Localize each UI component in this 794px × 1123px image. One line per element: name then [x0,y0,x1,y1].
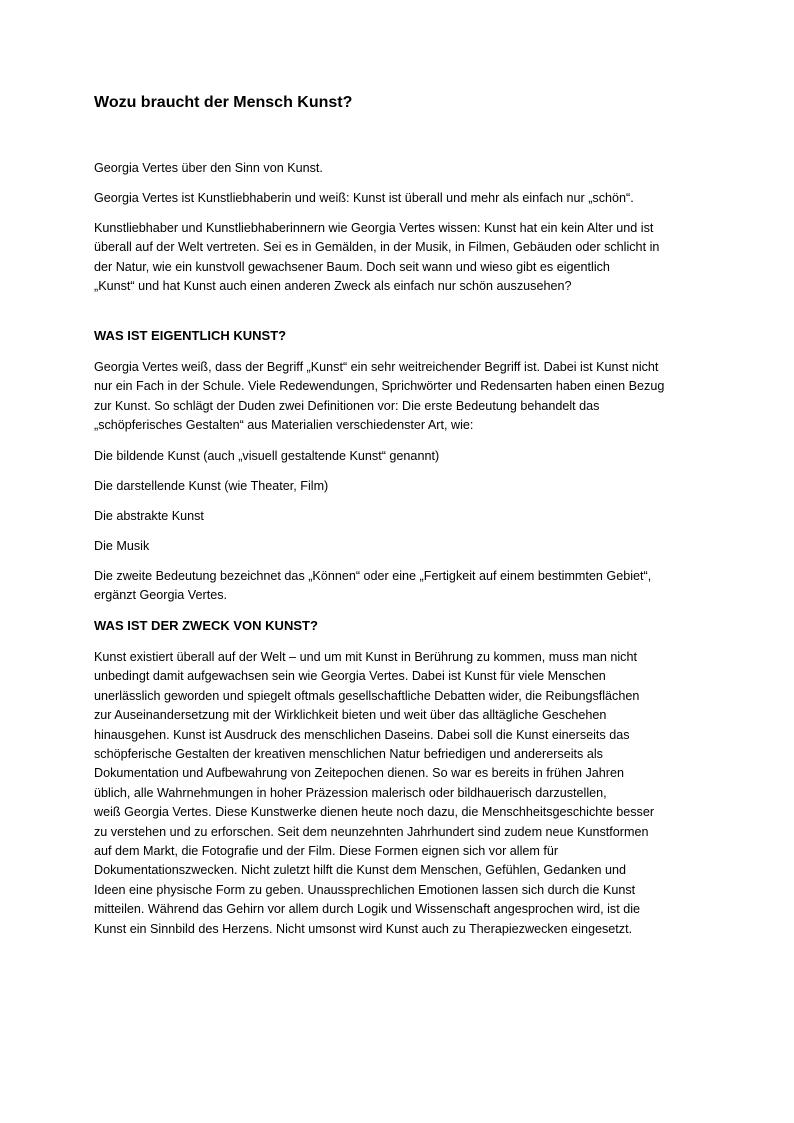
intro-lead: Georgia Vertes ist Kunstliebhaberin und weiß: Kunst ist überall und mehr als einfach nur „schön“. [94,191,634,205]
paragraph-line: nur ein Fach in der Schule. Viele Redewendungen, Sprichwörter und Redensarten haben einen Bezug [94,379,665,394]
paragraph-line: zur Auseinandersetzung mit der Wirklichkeit bieten und weit über das alltägliche Geschehen [94,708,607,723]
paragraph-line: Georgia Vertes weiß, dass der Begriff „Kunst“ ein sehr weitreichender Begriff ist. Dabei ist Kunst nicht [94,360,659,374]
paragraph-line: Ideen eine physische Form zu geben. Unaussprechlichen Emotionen lassen sich durch die Kunst [94,882,636,897]
paragraph-line: mitteilen. Während das Gehirn vor allem durch Logik und Wissenschaft angesprochen wird, ist die [94,902,640,917]
paragraph-line: üblich, alle Wahrnehmungen in hoher Präzession malerisch oder bildhauerisch darzustellen, [94,785,607,800]
paragraph-line: hinausgehen. Kunst ist Ausdruck des menschlichen Daseins. Dabei soll die Kunst einerseits das [94,727,630,742]
intro-paragraph [94,219,706,297]
list-item-abstract-art: Die abstrakte Kunst [94,509,204,523]
paragraph-line: Kunstliebhaber und Kunstliebhaberinnern wie Georgia Vertes wissen: Kunst hat ein kein Alter und ist [94,221,654,235]
section2-paragraph [94,648,706,939]
paragraph-line: Dokumentationszwecken. Nicht zuletzt hilft die Kunst dem Menschen, Gefühlen, Gedanken und [94,863,627,878]
paragraph-line: unerlässlich geworden und spiegelt oftmals gesellschaftliche Debatten wider, die Reibungsflächen [94,688,640,703]
list-item-music: Die Musik [94,539,150,553]
paragraph-line: Kunst ein Sinnbild des Herzens. Nicht umsonst wird Kunst auch zu Therapiezwecken eingesetzt. [94,921,633,936]
paragraph-line: ergänzt Georgia Vertes. [94,588,228,603]
paragraph-line: überall auf der Welt vertreten. Sei es in Gemälden, in der Musik, in Filmen, Gebäuden oder schlicht in [94,240,660,255]
paragraph-line: zu verstehen und zu erforschen. Seit dem neunzehnten Jahrhundert sind zudem neue Kunstformen [94,824,649,839]
section-heading-purpose-of-art: WAS IST DER ZWECK VON KUNST? [94,618,318,633]
paragraph-line: der Natur, wie ein kunstvoll gewachsener Baum. Doch seit wann und wieso gibt es eigentlich [94,259,610,274]
section-heading-what-is-art: WAS IST EIGENTLICH KUNST? [94,328,287,343]
paragraph-line: Kunst existiert überall auf der Welt – und um mit Kunst in Berührung zu kommen, muss man nicht [94,650,637,664]
list-item-performing-art: Die darstellende Kunst (wie Theater, Film) [94,479,329,493]
paragraph-line: auf dem Markt, die Fotografie und der Film. Diese Formen eignen sich vor allem für [94,844,559,859]
document-title: Wozu braucht der Mensch Kunst? [94,94,353,111]
list-item-visual-art: Die bildende Kunst (auch „visuell gestaltende Kunst“ genannt) [94,449,440,463]
section1-paragraph [94,358,706,436]
intro-subtitle: Georgia Vertes über den Sinn von Kunst. [94,161,323,175]
paragraph-line: „schöpferisches Gestalten“ aus Materialien verschiedenster Art, wie: [94,418,474,433]
paragraph-line: weiß Georgia Vertes. Diese Kunstwerke dienen heute noch dazu, die Menschheitsgeschichte besser [94,805,655,820]
paragraph-line: Dokumentation und Aufbewahrung von Zeitepochen dienen. So war es bereits in frühen Jahren [94,766,624,781]
paragraph-line: schöpferische Gestalten der kreativen menschlichen Natur befriedigen und andererseits als [94,747,603,762]
paragraph-line: Die zweite Bedeutung bezeichnet das „Können“ oder eine „Fertigkeit auf einem bestimmten Gebiet“, [94,569,652,583]
paragraph-line: „Kunst“ und hat Kunst auch einen anderen Zweck als einfach nur schön auszusehen? [94,279,572,294]
paragraph-line: unbedingt damit aufgewachsen sein wie Georgia Vertes. Dabei ist Kunst für viele Menschen [94,669,606,684]
paragraph-line: zur Kunst. So schlägt der Duden zwei Definitionen vor: Die erste Bedeutung behandelt das [94,398,600,413]
section1-closing [94,567,706,606]
